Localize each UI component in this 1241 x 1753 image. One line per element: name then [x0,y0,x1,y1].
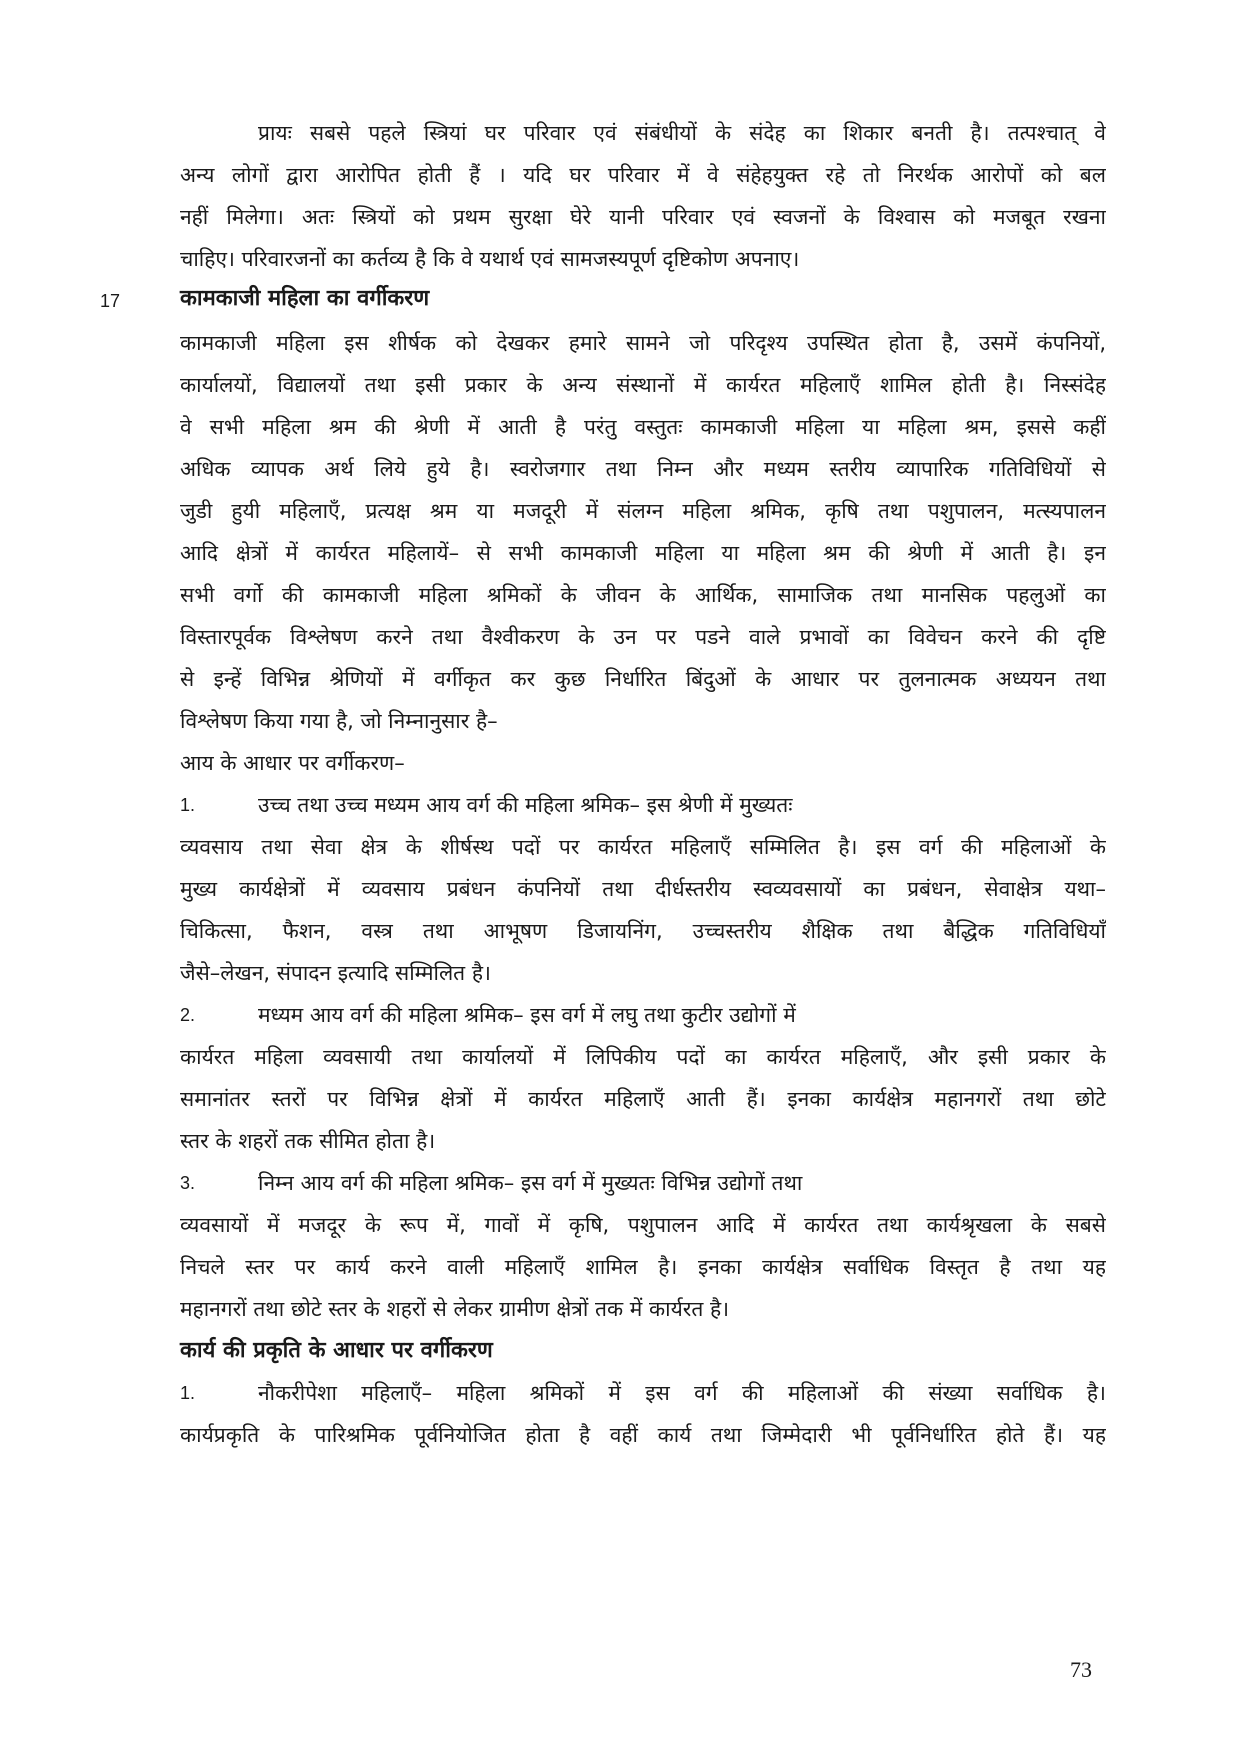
nature-item-lead: नौकरीपेशा महिलाएँ– महिला श्रमिकों में इस वर्ग की महिलाओं की संख्या सर्वाधिक है। [258,1381,1106,1405]
income-item-line: मुख्य कार्यक्षेत्रों में व्यवसाय प्रबंधन कंपनियों तथा दीर्धस्तरीय स्वव्यवसायों का प्रबंधन, सेवाक्षेत्र यथा– [180,877,1106,901]
income-item-line: चिकित्सा, फैशन, वस्त्र तथा आभूषण डिजायनिंग, उच्चस्तरीय शैक्षिक तथा बैद्धिक गतिविधियाँ [180,919,1106,943]
section-para-line: वे सभी महिला श्रम की श्रेणी में आती है परंतु वस्तुतः कामकाजी महिला या महिला श्रम, इससे कहीं [180,415,1106,439]
income-item-line: कार्यरत महिला व्यवसायी तथा कार्यालयों में लिपिकीय पदों का कार्यरत महिलाएँ, और इसी प्रकार के [180,1045,1106,1069]
section-title: कामकाजी महिला का वर्गीकरण [180,286,430,311]
section-para-line: जुडी हुयी महिलाएँ, प्रत्यक्ष श्रम या मजदूरी में संलग्न महिला श्रमिक, कृषि तथा पशुपालन, मत्स्यपालन [180,499,1106,523]
section-para-line: सभी वर्गो की कामकाजी महिला श्रमिकों के जीवन के आर्थिक, सामाजिक तथा मानसिक पहलुओं का [180,583,1106,607]
section-para-line: विस्तारपूर्वक विश्लेषण करने तथा वैश्वीकरण के उन पर पडने वाले प्रभावों का विवेचन करने की दृष्टि [180,625,1106,649]
income-item-number: 1. [180,795,196,815]
nature-heading: कार्य की प्रकृति के आधार पर वर्गीकरण [180,1338,493,1363]
income-item-number: 3. [180,1173,196,1193]
section-para-line: विश्लेषण किया गया है, जो निम्नानुसार है– [180,709,498,733]
section-para-line: से इन्हें विभिन्न श्रेणियों में वर्गीकृत कर कुछ निर्धारित बिंदुओं के आधार पर तुलनात्मक अध्ययन तथा [180,667,1106,691]
income-item-line: व्यवसाय तथा सेवा क्षेत्र के शीर्षस्थ पदों पर कार्यरत महिलाएँ सम्मिलित है। इस वर्ग की महिलाओं के [180,835,1106,859]
section-para-line: अधिक व्यापक अर्थ लिये हुये है। स्वरोजगार तथा निम्न और मध्यम स्तरीय व्यापारिक गतिविधियों से [180,457,1106,481]
income-item-line: स्तर के शहरों तक सीमित होता है। [180,1129,436,1153]
page-number: 73 [1070,1657,1092,1682]
section-number: 17 [100,291,121,311]
intro-line-4: चाहिए। परिवारजनों का कर्तव्य है कि वे यथार्थ एवं सामजस्यपूर्ण दृष्टिकोण अपनाए। [180,247,800,271]
income-item-line: समानांतर स्तरों पर विभिन्न क्षेत्रों में कार्यरत महिलाएँ आती हैं। इनका कार्यक्षेत्र महानगरों तथा छोटे [180,1087,1106,1111]
section-para-line: कामकाजी महिला इस शीर्षक को देखकर हमारे सामने जो परिदृश्य उपस्थित होता है, उसमें कंपनियों, [180,331,1106,355]
intro-line-1: प्रायः सबसे पहले स्त्रियां घर परिवार एवं संबंधीयों के संदेह का शिकार बनती है। तत्पश्चात् वे [258,121,1106,145]
nature-item-line: कार्यप्रकृति के पारिश्रमिक पूर्वनियोजित होता है वहीं कार्य तथा जिम्मेदारी भी पूर्वनिर्धारित होते हैं। यह [180,1423,1106,1447]
nature-item-number: 1. [180,1383,196,1403]
section-para-line: कार्यालयों, विद्यालयों तथा इसी प्रकार के अन्य संस्थानों में कार्यरत महिलाएँ शामिल होती है। निस्संदेह [180,373,1106,397]
income-item-line: व्यवसायों में मजदूर के रूप में, गावों में कृषि, पशुपालन आदि में कार्यरत तथा कार्यश्रृखला के सबसे [180,1213,1106,1237]
intro-line-2: अन्य लोगों द्वारा आरोपित होती हैं । यदि घर परिवार में वे संहेहयुक्त रहे तो निरर्थक आरोपों को बल [180,163,1106,187]
intro-line-3: नहीं मिलेगा। अतः स्त्रियों को प्रथम सुरक्षा घेरे यानी परिवार एवं स्वजनों के विश्वास को मजबूत रखना [180,205,1106,229]
income-item-lead: मध्यम आय वर्ग की महिला श्रमिक– इस वर्ग में लघु तथा कुटीर उद्योगों में [258,1003,796,1027]
income-item-line: महानगरों तथा छोटे स्तर के शहरों से लेकर ग्रामीण क्षेत्रों तक में कार्यरत है। [180,1297,730,1321]
income-item-lead: उच्च तथा उच्च मध्यम आय वर्ग की महिला श्रमिक– इस श्रेणी में मुख्यतः [258,793,793,817]
income-item-line: निचले स्तर पर कार्य करने वाली महिलाएँ शामिल है। इनका कार्यक्षेत्र सर्वाधिक विस्तृत है तथा यह [180,1255,1106,1279]
section-para-line: आदि क्षेत्रों में कार्यरत महिलायें– से सभी कामकाजी महिला या महिला श्रम की श्रेणी में आती है। इन [180,541,1106,565]
income-item-line: जैसे–लेखन, संपादन इत्यादि सम्मिलित है। [180,961,491,985]
income-heading: आय के आधार पर वर्गीकरण– [180,751,405,775]
income-item-lead: निम्न आय वर्ग की महिला श्रमिक– इस वर्ग में मुख्यतः विभिन्न उद्योगों तथा [258,1171,803,1195]
income-item-number: 2. [180,1005,196,1025]
